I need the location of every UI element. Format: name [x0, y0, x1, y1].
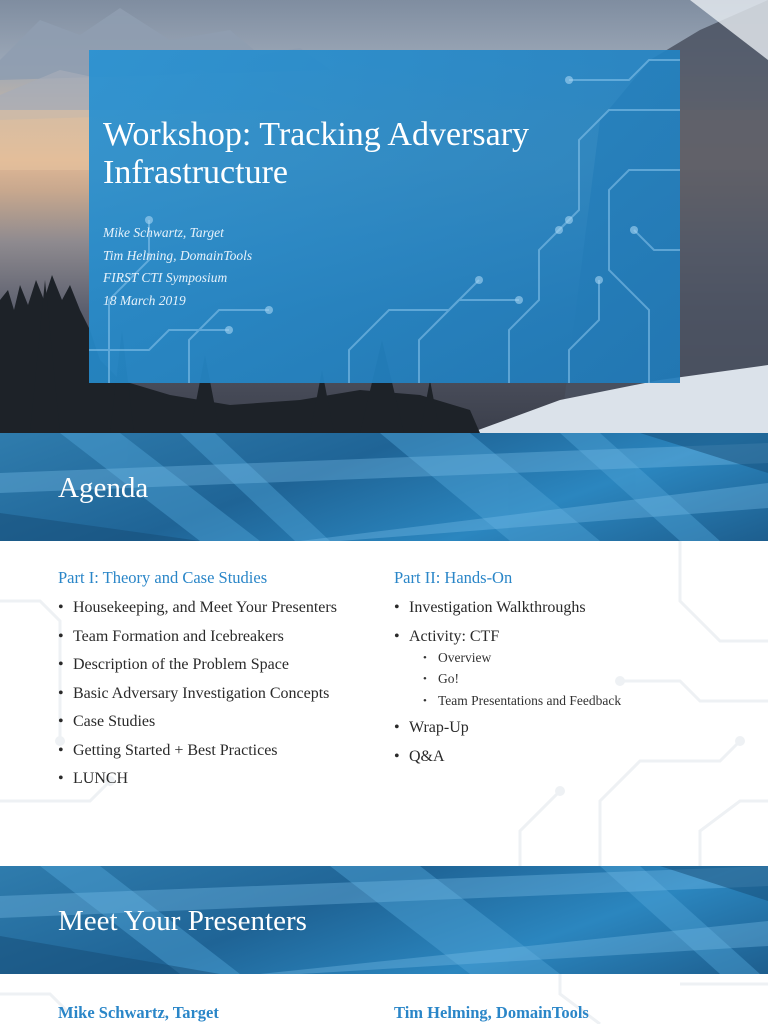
- sub-list: [409, 649, 754, 710]
- presenter-name-left: Mike Schwartz, Target: [58, 1003, 219, 1022]
- list-item: • Basic Adversary Investigation Concepts: [58, 683, 358, 704]
- title-slide: [0, 0, 768, 433]
- list-item: • Investigation Walkthroughs: [394, 597, 754, 618]
- agenda-header-band: [0, 433, 768, 541]
- list-item: • LUNCH: [58, 768, 358, 789]
- list-item: • Description of the Problem Space: [58, 654, 358, 675]
- subtitle-line: Tim Helming, DomainTools: [103, 247, 253, 263]
- presenters-title: Meet Your Presenters: [58, 905, 307, 937]
- list-item: • Wrap-Up: [394, 717, 754, 738]
- title-panel: [89, 50, 680, 383]
- presenter-name-right: Tim Helming, DomainTools: [394, 1003, 589, 1022]
- list-item-label: Activity: CTF: [409, 627, 500, 645]
- list-item-with-subitems: [394, 626, 754, 710]
- list-item: • Q&A: [394, 746, 754, 767]
- agenda-content: [0, 541, 768, 866]
- sub-list-item: • Go!: [423, 670, 754, 688]
- presentation-subtitle: [103, 222, 252, 312]
- presenters-content: [0, 974, 768, 1024]
- list-item: • Team Formation and Icebreakers: [58, 626, 358, 647]
- subtitle-line: Mike Schwartz, Target: [103, 225, 224, 240]
- part-one-heading: Part I: Theory and Case Studies: [58, 568, 268, 587]
- subtitle-line: 18 March 2019: [103, 292, 186, 308]
- subtitle-line: FIRST CTI Symposium: [103, 270, 228, 285]
- presenters-header-band: [0, 866, 768, 974]
- part-two-heading: Part II: Hands-On: [394, 568, 513, 587]
- list-item: • Case Studies: [58, 711, 358, 732]
- sub-list-item: • Overview: [423, 649, 754, 667]
- agenda-part-one: [58, 567, 358, 797]
- list-item: • Housekeeping, and Meet Your Presenters: [58, 597, 358, 618]
- list-item: • Getting Started + Best Practices: [58, 740, 358, 761]
- part-two-list: [394, 597, 754, 767]
- agenda-part-two: [394, 567, 754, 774]
- part-one-list: [58, 597, 358, 789]
- circuit-pattern: [89, 50, 680, 383]
- sub-list-item: • Team Presentations and Feedback: [423, 692, 754, 710]
- agenda-title: Agenda: [58, 472, 149, 504]
- presentation-title: Workshop: Tracking Adversary Infrastructure: [103, 116, 530, 191]
